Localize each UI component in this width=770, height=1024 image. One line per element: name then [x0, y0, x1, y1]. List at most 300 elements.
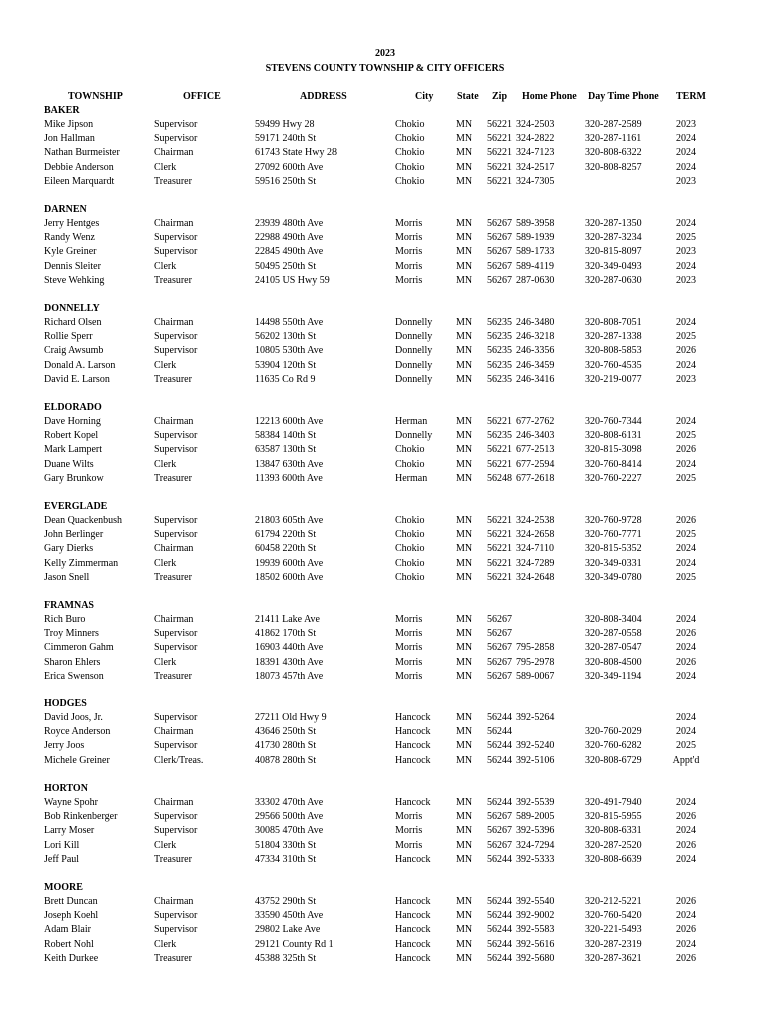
officer-address: 16903 440th Ave [255, 642, 324, 654]
officer-home-phone: 589-3958 [516, 218, 555, 229]
officer-day-phone: 320-221-5493 [585, 924, 642, 936]
table-row [0, 924, 770, 938]
officer-zip: 56221 [487, 161, 512, 173]
officer-state: MN [456, 797, 473, 808]
officer-city: Morris [395, 811, 423, 823]
officer-term: 2023 [676, 246, 696, 258]
officer-term: 2025 [676, 571, 696, 583]
officer-state: MN [456, 853, 473, 865]
officer-day-phone: 320-815-3098 [585, 444, 642, 456]
officer-state: MN [456, 896, 473, 907]
officer-home-phone: 589-0067 [516, 670, 555, 682]
officer-day-phone: 320-212-5221 [585, 896, 642, 907]
officer-home-phone: 324-2648 [516, 571, 555, 583]
officer-home-phone: 324-2538 [516, 515, 555, 526]
officer-state: MN [456, 938, 473, 950]
officer-state: MN [456, 458, 473, 470]
officer-address: 40878 280th St [255, 754, 317, 766]
officer-zip: 56244 [487, 952, 512, 964]
table-row [0, 444, 770, 458]
officer-term: 2024 [676, 853, 696, 865]
officer-day-phone: 320-287-0558 [585, 628, 642, 640]
officer-zip: 56221 [487, 458, 512, 470]
officer-home-phone: 392-5240 [516, 740, 555, 752]
officer-state: MN [456, 952, 473, 964]
officer-name: Brett Duncan [44, 896, 98, 907]
officer-address: 21411 Lake Ave [255, 614, 320, 625]
officer-city: Donnelly [395, 345, 433, 357]
officer-zip: 56244 [487, 740, 512, 752]
officer-term: 2024 [676, 712, 696, 723]
officer-day-phone: 320-808-6331 [585, 825, 642, 837]
officer-term: 2026 [676, 345, 696, 357]
officer-term: 2024 [676, 317, 696, 328]
officer-zip: 56244 [487, 726, 512, 738]
officer-city: Morris [395, 614, 423, 625]
officer-term: 2024 [676, 133, 696, 145]
officer-name: Dean Quackenbush [44, 515, 123, 526]
officer-address: 30085 470th Ave [255, 825, 324, 837]
officer-name: David Joos, Jr. [44, 712, 103, 723]
officer-name: Gary Dierks [44, 543, 94, 555]
table-row [0, 232, 770, 246]
officer-state: MN [456, 359, 473, 371]
officer-day-phone: 320-760-5420 [585, 910, 642, 922]
officer-state: MN [456, 543, 473, 555]
officer-home-phone: 324-7294 [516, 839, 555, 851]
officer-address: 29802 Lake Ave [255, 924, 321, 936]
officer-zip: 56221 [487, 529, 512, 541]
officer-state: MN [456, 161, 473, 173]
officer-office: Supervisor [154, 910, 198, 922]
header-term: TERM [676, 91, 706, 102]
officer-zip: 56267 [487, 670, 512, 682]
officer-term: 2025 [676, 232, 696, 244]
officer-term: 2024 [676, 797, 696, 808]
officer-home-phone: 392-5680 [516, 952, 555, 964]
officer-day-phone: 320-349-0331 [585, 557, 642, 569]
section-heading-darnen: DARNEN [44, 204, 87, 215]
officer-name: Jerry Hentges [44, 218, 100, 229]
officer-zip: 56244 [487, 853, 512, 865]
table-row [0, 910, 770, 924]
officer-state: MN [456, 317, 473, 328]
officer-city: Chokio [395, 133, 425, 145]
officer-address: 43752 290th St [255, 896, 317, 907]
officer-home-phone: 392-5106 [516, 754, 555, 766]
officer-zip: 56235 [487, 331, 512, 343]
table-row [0, 840, 770, 854]
officer-city: Morris [395, 825, 423, 837]
officer-state: MN [456, 147, 473, 159]
officer-term: 2026 [676, 952, 696, 964]
officer-state: MN [456, 232, 473, 244]
officer-zip: 56221 [487, 557, 512, 569]
table-row [0, 825, 770, 839]
officer-home-phone: 324-2822 [516, 133, 555, 145]
officer-address: 50495 250th St [255, 260, 317, 272]
officer-home-phone: 677-2762 [516, 416, 555, 427]
officer-term: 2025 [676, 740, 696, 752]
officer-zip: 56221 [487, 444, 512, 456]
table-row [0, 939, 770, 953]
table-row [0, 657, 770, 671]
officer-home-phone: 246-3356 [516, 345, 555, 357]
officer-state: MN [456, 628, 473, 640]
table-row [0, 614, 770, 628]
officer-office: Treasurer [154, 853, 192, 865]
officer-city: Hancock [395, 924, 431, 936]
officer-day-phone: 320-808-7051 [585, 317, 642, 328]
officer-home-phone: 246-3459 [516, 359, 555, 371]
officer-address: 33302 470th Ave [255, 797, 324, 808]
table-row [0, 797, 770, 811]
officer-home-phone: 392-5583 [516, 924, 555, 936]
officer-address: 11393 600th Ave [255, 472, 323, 484]
officer-office: Chairman [154, 896, 194, 907]
officer-office: Clerk [154, 161, 177, 173]
header-zip: Zip [492, 91, 508, 102]
officer-home-phone: 246-3480 [516, 317, 555, 328]
officer-home-phone: 324-7289 [516, 557, 555, 569]
officer-state: MN [456, 642, 473, 654]
officer-term: 2026 [676, 628, 696, 640]
officer-term: 2025 [676, 472, 696, 484]
officer-office: Chairman [154, 218, 194, 229]
table-row [0, 628, 770, 642]
officer-day-phone: 320-287-1161 [585, 133, 642, 145]
officer-office: Supervisor [154, 246, 198, 258]
officer-term: 2024 [676, 147, 696, 159]
officer-city: Chokio [395, 175, 425, 187]
officer-term: 2024 [676, 416, 696, 427]
document-title: STEVENS COUNTY TOWNSHIP & CITY OFFICERS [265, 63, 505, 74]
officer-office: Supervisor [154, 430, 198, 442]
officer-name: David E. Larson [44, 373, 110, 385]
officer-state: MN [456, 274, 473, 286]
officer-term: 2023 [676, 373, 696, 385]
officer-name: Mark Lampert [44, 444, 103, 456]
officer-term: 2024 [676, 670, 696, 682]
officer-address: 45388 325th St [255, 952, 317, 964]
officer-name: Jeff Paul [44, 853, 80, 865]
table-row [0, 558, 770, 572]
officer-term: 2026 [676, 896, 696, 907]
officer-office: Supervisor [154, 345, 198, 357]
officer-term: 2026 [676, 444, 696, 456]
officer-term: 2024 [676, 359, 696, 371]
officer-home-phone: 324-2503 [516, 119, 555, 130]
officer-zip: 56244 [487, 712, 512, 723]
section-heading-framnas: FRAMNAS [44, 600, 94, 611]
table-row [0, 572, 770, 586]
officer-day-phone: 320-287-1338 [585, 331, 642, 343]
officer-city: Morris [395, 628, 423, 640]
officer-state: MN [456, 373, 473, 385]
officer-address: 59516 250th St [255, 175, 317, 187]
officer-day-phone: 320-808-3404 [585, 614, 642, 625]
officer-city: Hancock [395, 952, 431, 964]
officer-term: 2025 [676, 430, 696, 442]
officer-address: 56202 130th St [255, 331, 317, 343]
officer-term: 2026 [676, 924, 696, 936]
section-heading-eldorado: ELDORADO [44, 402, 102, 413]
officer-zip: 56267 [487, 614, 512, 625]
officer-name: Jason Snell [44, 571, 90, 583]
officer-home-phone: 795-2978 [516, 656, 555, 668]
section-heading-hodges: HODGES [44, 698, 87, 709]
officer-state: MN [456, 712, 473, 723]
officer-office: Treasurer [154, 175, 192, 187]
officer-office: Supervisor [154, 642, 198, 654]
officer-office: Supervisor [154, 515, 198, 526]
officer-address: 29566 500th Ave [255, 811, 324, 823]
officer-city: Chokio [395, 557, 425, 569]
officer-zip: 56235 [487, 317, 512, 328]
officer-term: Appt'd [672, 754, 700, 766]
officer-term: 2024 [676, 543, 696, 555]
officer-term: 2023 [676, 274, 696, 286]
officer-day-phone: 320-808-6131 [585, 430, 642, 442]
officer-city: Morris [395, 274, 423, 286]
officer-home-phone: 392-5616 [516, 938, 555, 950]
table-row [0, 162, 770, 176]
table-row [0, 261, 770, 275]
officer-office: Clerk [154, 938, 177, 950]
officer-state: MN [456, 529, 473, 541]
officer-zip: 56244 [487, 910, 512, 922]
officer-state: MN [456, 839, 473, 851]
officer-address: 19939 600th Ave [255, 557, 324, 569]
officer-name: Randy Wenz [44, 232, 95, 244]
officer-home-phone: 589-4119 [516, 260, 554, 272]
officer-name: Wayne Spohr [44, 797, 98, 808]
officer-zip: 56244 [487, 797, 512, 808]
officer-city: Hancock [395, 740, 431, 752]
officer-term: 2025 [676, 331, 696, 343]
officer-state: MN [456, 430, 473, 442]
officer-day-phone: 320-760-9728 [585, 515, 642, 526]
officer-address: 11635 Co Rd 9 [255, 373, 316, 385]
table-row [0, 712, 770, 726]
officer-home-phone: 589-1733 [516, 246, 555, 258]
officer-state: MN [456, 331, 473, 343]
officer-name: Troy Minners [44, 628, 99, 640]
officer-home-phone: 392-5264 [516, 712, 555, 723]
officer-address: 10805 530th Ave [255, 345, 324, 357]
officer-city: Morris [395, 218, 423, 229]
table-row [0, 275, 770, 289]
officer-address: 41730 280th St [255, 740, 317, 752]
officer-day-phone: 320-760-4535 [585, 359, 642, 371]
officer-day-phone: 320-815-8097 [585, 246, 642, 258]
officer-office: Treasurer [154, 274, 192, 286]
officer-office: Chairman [154, 416, 194, 427]
officer-city: Hancock [395, 754, 431, 766]
officer-name: Erica Swenson [44, 670, 104, 682]
officer-name: Jon Hallman [44, 133, 95, 145]
officer-state: MN [456, 571, 473, 583]
officer-office: Chairman [154, 317, 194, 328]
officer-zip: 56221 [487, 147, 512, 159]
officer-office: Supervisor [154, 924, 198, 936]
officer-address: 60458 220th St [255, 543, 317, 555]
officer-zip: 56267 [487, 642, 512, 654]
officer-name: Craig Awsumb [44, 345, 104, 357]
officer-city: Donnelly [395, 359, 433, 371]
officer-address: 22988 490th Ave [255, 232, 324, 244]
officer-name: Rich Buro [44, 614, 86, 625]
officer-day-phone: 320-808-5853 [585, 345, 642, 357]
officer-zip: 56248 [487, 472, 512, 484]
table-row [0, 147, 770, 161]
officer-name: Kyle Greiner [44, 246, 97, 258]
officer-home-phone: 677-2594 [516, 458, 555, 470]
officer-city: Hancock [395, 853, 431, 865]
officer-state: MN [456, 218, 473, 229]
officer-office: Supervisor [154, 825, 198, 837]
officer-state: MN [456, 910, 473, 922]
table-row [0, 953, 770, 967]
table-row [0, 119, 770, 133]
officer-office: Clerk [154, 656, 177, 668]
officer-city: Chokio [395, 119, 425, 130]
officer-name: Joseph Koehl [44, 910, 99, 922]
officer-office: Chairman [154, 614, 194, 625]
officer-office: Treasurer [154, 373, 192, 385]
officer-zip: 56221 [487, 416, 512, 427]
officer-term: 2026 [676, 811, 696, 823]
officer-day-phone: 320-287-2520 [585, 839, 642, 851]
officer-day-phone: 320-760-2227 [585, 472, 642, 484]
officer-zip: 56221 [487, 571, 512, 583]
officer-day-phone: 320-760-7344 [585, 416, 642, 427]
table-row [0, 345, 770, 359]
officer-city: Chokio [395, 458, 425, 470]
officer-day-phone: 320-760-8414 [585, 458, 642, 470]
officer-home-phone: 246-3218 [516, 331, 555, 343]
officer-address: 18391 430th Ave [255, 656, 324, 668]
officer-address: 59171 240th St [255, 133, 317, 145]
officer-state: MN [456, 754, 473, 766]
officer-office: Supervisor [154, 712, 198, 723]
officer-home-phone: 392-5396 [516, 825, 555, 837]
officer-name: Robert Kopel [44, 430, 99, 442]
officer-day-phone: 320-287-3621 [585, 952, 642, 964]
officer-city: Hancock [395, 896, 431, 907]
header-office: OFFICE [183, 91, 221, 102]
officer-term: 2024 [676, 910, 696, 922]
officer-zip: 56267 [487, 656, 512, 668]
officer-address: 63587 130th St [255, 444, 317, 456]
officer-office: Clerk [154, 557, 177, 569]
officer-term: 2026 [676, 515, 696, 526]
officer-name: Lori Kill [44, 839, 80, 851]
officer-state: MN [456, 557, 473, 569]
officer-city: Morris [395, 246, 423, 258]
section-heading-moore: MOORE [44, 882, 83, 893]
officer-name: Larry Moser [44, 825, 95, 837]
officer-day-phone: 320-491-7940 [585, 797, 642, 808]
officer-zip: 56221 [487, 543, 512, 555]
officer-city: Chokio [395, 161, 425, 173]
officer-day-phone: 320-760-7771 [585, 529, 642, 541]
table-row [0, 811, 770, 825]
officer-state: MN [456, 246, 473, 258]
officer-home-phone: 392-5539 [516, 797, 555, 808]
officer-address: 21803 605th Ave [255, 515, 324, 526]
officer-state: MN [456, 472, 473, 484]
officer-day-phone: 320-808-6639 [585, 853, 642, 865]
officer-state: MN [456, 175, 473, 187]
officer-term: 2023 [676, 119, 696, 130]
table-row [0, 473, 770, 487]
officer-home-phone: 677-2513 [516, 444, 555, 456]
officer-city: Hancock [395, 910, 431, 922]
officer-zip: 56267 [487, 232, 512, 244]
officer-office: Clerk/Treas. [154, 754, 204, 766]
officer-office: Clerk [154, 839, 177, 851]
officer-day-phone: 320-808-8257 [585, 161, 642, 173]
officer-name: Sharon Ehlers [44, 656, 101, 668]
officer-address: 47334 310th St [255, 853, 317, 865]
officer-state: MN [456, 811, 473, 823]
officer-name: Eileen Marquardt [44, 175, 115, 187]
officer-home-phone: 677-2618 [516, 472, 555, 484]
officer-home-phone: 246-3416 [516, 373, 555, 385]
officer-city: Hancock [395, 797, 431, 808]
officer-day-phone: 320-349-1194 [585, 670, 642, 682]
officer-office: Supervisor [154, 444, 198, 456]
table-row [0, 854, 770, 868]
officer-city: Hancock [395, 726, 431, 738]
officer-zip: 56267 [487, 218, 512, 229]
officer-zip: 56221 [487, 175, 512, 187]
officer-office: Clerk [154, 260, 177, 272]
officer-name: Michele Greiner [44, 754, 110, 766]
officer-state: MN [456, 133, 473, 145]
table-row [0, 430, 770, 444]
section-heading-baker: BAKER [44, 105, 80, 116]
officer-term: 2024 [676, 825, 696, 837]
officer-day-phone: 320-349-0493 [585, 260, 642, 272]
header-city: City [415, 91, 434, 102]
section-heading-horton: HORTON [44, 783, 88, 794]
header-home-phone: Home Phone [522, 91, 577, 102]
officer-address: 33590 450th Ave [255, 910, 324, 922]
officer-term: 2024 [676, 938, 696, 950]
officer-home-phone: 392-5540 [516, 896, 555, 907]
officer-city: Herman [395, 472, 428, 484]
officer-zip: 56267 [487, 839, 512, 851]
officer-office: Chairman [154, 797, 194, 808]
officer-office: Treasurer [154, 952, 192, 964]
officer-address: 29121 County Rd 1 [255, 938, 334, 950]
officer-office: Supervisor [154, 119, 198, 130]
officer-city: Morris [395, 260, 423, 272]
officer-name: Cimmeron Gahm [44, 642, 114, 654]
table-row [0, 416, 770, 430]
table-row [0, 896, 770, 910]
officer-city: Chokio [395, 444, 425, 456]
officer-zip: 56267 [487, 628, 512, 640]
officer-name: Dave Horning [44, 416, 101, 427]
officer-office: Supervisor [154, 133, 198, 145]
officer-home-phone: 589-1939 [516, 232, 555, 244]
officer-city: Chokio [395, 571, 425, 583]
officer-address: 27211 Old Hwy 9 [255, 712, 327, 723]
officer-term: 2024 [676, 260, 696, 272]
